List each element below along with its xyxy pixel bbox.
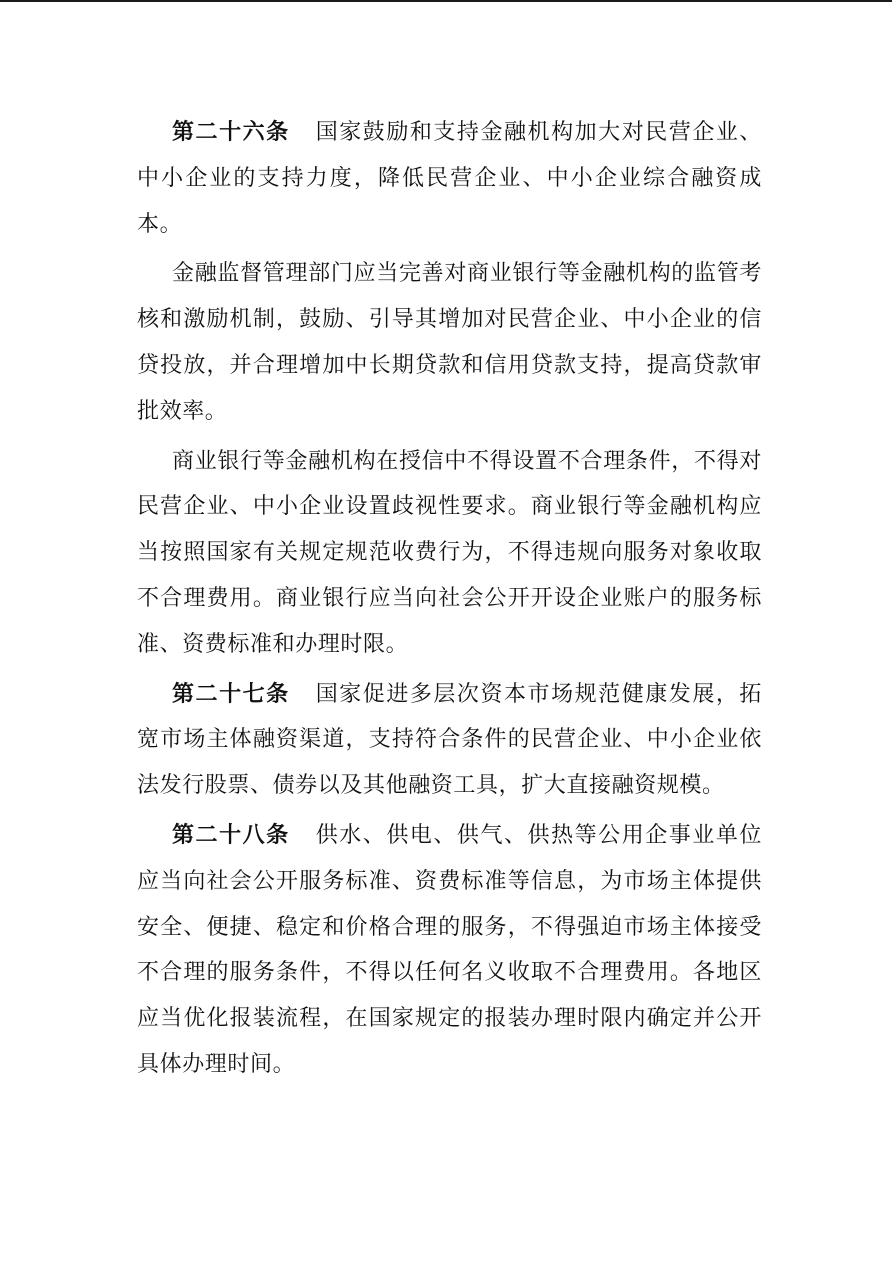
article-number: 第二十八条	[172, 822, 290, 848]
paragraph-financial-supervision	[137, 251, 762, 434]
paragraph-text: 金融监督管理部门应当完善对商业银行等金融机构的监管考核和激励机制，鼓励、引导其增加对民营企业、中小企业的信贷投放，并合理增加中长期贷款和信用贷款支持，提高贷款审批效率。	[137, 261, 762, 424]
article-number: 第二十六条	[172, 120, 290, 145]
paragraph-article-26	[137, 110, 762, 247]
document-body	[137, 110, 762, 1092]
paragraph-article-27	[137, 672, 762, 809]
paragraph-article-28	[137, 813, 762, 1088]
paragraph-text: 供水、供电、供气、供热等公用企事业单位应当向社会公开服务标准、资费标准等信息，为市场主体提供安全、便捷、稳定和价格合理的服务，不得强迫市场主体接受不合理的服务条件，不得以任何名义收取不合理费用。各地区应当优化报装流程，在国家规定的报装办理时限内确定并公开具体办理时间。	[137, 822, 762, 1077]
paragraph-text: 国家鼓励和支持金融机构加大对民营企业、中小企业的支持力度，降低民营企业、中小企业综合融资成本。	[137, 120, 762, 237]
paragraph-text: 商业银行等金融机构在授信中不得设置不合理条件，不得对民营企业、中小企业设置歧视性要求。商业银行等金融机构应当按照国家有关规定规范收费行为，不得违规向服务对象收取不合理费用。商业银行应当向社会公开开设企业账户的服务标准、资费标准和办理时限。	[137, 448, 762, 657]
top-border-line	[0, 0, 892, 2]
article-number: 第二十七条	[172, 681, 290, 707]
paragraph-text: 国家促进多层次资本市场规范健康发展，拓宽市场主体融资渠道，支持符合条件的民营企业、中小企业依法发行股票、债券以及其他融资工具，扩大直接融资规模。	[137, 681, 762, 799]
paragraph-commercial-banks	[137, 439, 762, 668]
